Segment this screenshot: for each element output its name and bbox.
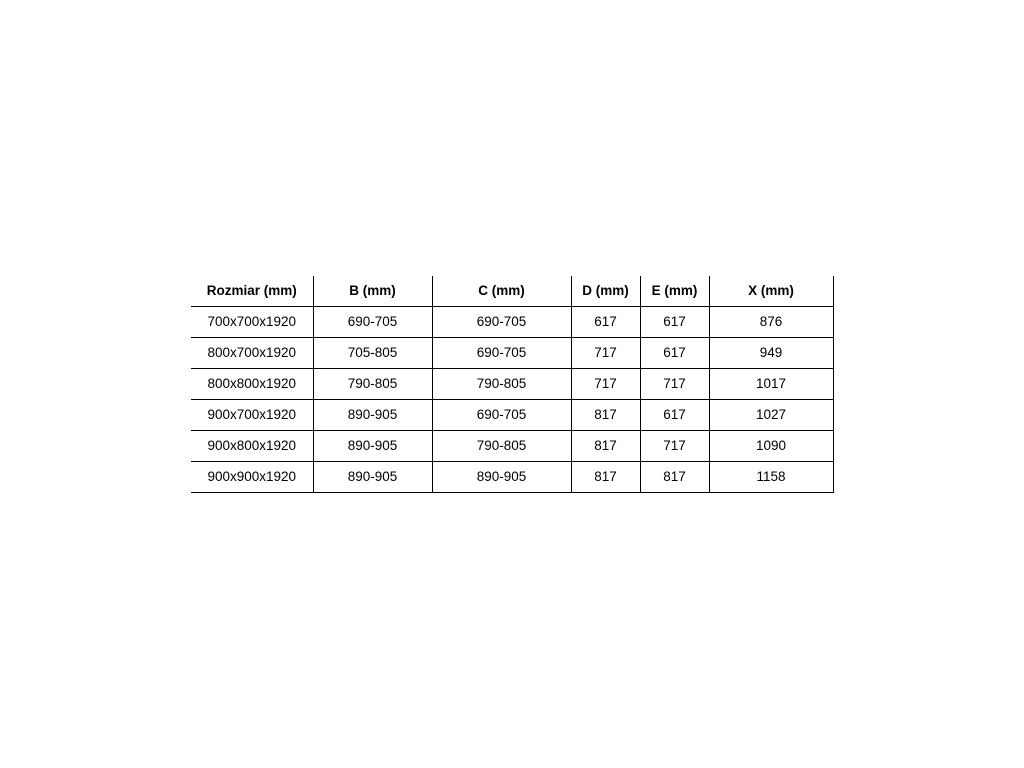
table-row: [191, 400, 833, 431]
cell-x: 1158: [709, 462, 833, 493]
cell-rozmiar: 800x700x1920: [191, 338, 313, 369]
cell-x: 949: [709, 338, 833, 369]
table-row: [191, 369, 833, 400]
cell-b: 890-905: [313, 431, 432, 462]
cell-d: 817: [571, 431, 640, 462]
cell-c: 890-905: [432, 462, 571, 493]
cell-rozmiar: 900x700x1920: [191, 400, 313, 431]
cell-c: 690-705: [432, 307, 571, 338]
table-row: [191, 431, 833, 462]
cell-e: 817: [640, 462, 709, 493]
cell-e: 617: [640, 307, 709, 338]
header-rozmiar: Rozmiar (mm): [191, 276, 313, 307]
header-x: X (mm): [709, 276, 833, 307]
cell-d: 617: [571, 307, 640, 338]
cell-b: 690-705: [313, 307, 432, 338]
cell-b: 890-905: [313, 400, 432, 431]
cell-rozmiar: 900x800x1920: [191, 431, 313, 462]
cell-c: 790-805: [432, 431, 571, 462]
cell-e: 617: [640, 400, 709, 431]
header-d: D (mm): [571, 276, 640, 307]
header-e: E (mm): [640, 276, 709, 307]
cell-b: 790-805: [313, 369, 432, 400]
dimensions-table-container: [191, 276, 833, 493]
table-row: [191, 462, 833, 493]
cell-c: 790-805: [432, 369, 571, 400]
cell-x: 1027: [709, 400, 833, 431]
dimensions-table: [191, 276, 834, 493]
cell-rozmiar: 700x700x1920: [191, 307, 313, 338]
header-c: C (mm): [432, 276, 571, 307]
cell-c: 690-705: [432, 400, 571, 431]
cell-rozmiar: 800x800x1920: [191, 369, 313, 400]
cell-d: 817: [571, 462, 640, 493]
cell-d: 717: [571, 369, 640, 400]
cell-b: 890-905: [313, 462, 432, 493]
cell-x: 876: [709, 307, 833, 338]
cell-x: 1017: [709, 369, 833, 400]
cell-e: 617: [640, 338, 709, 369]
cell-e: 717: [640, 369, 709, 400]
header-b: B (mm): [313, 276, 432, 307]
table-header-row: [191, 276, 833, 307]
cell-b: 705-805: [313, 338, 432, 369]
cell-d: 717: [571, 338, 640, 369]
table-row: [191, 338, 833, 369]
table-row: [191, 307, 833, 338]
cell-d: 817: [571, 400, 640, 431]
cell-c: 690-705: [432, 338, 571, 369]
cell-rozmiar: 900x900x1920: [191, 462, 313, 493]
cell-x: 1090: [709, 431, 833, 462]
cell-e: 717: [640, 431, 709, 462]
